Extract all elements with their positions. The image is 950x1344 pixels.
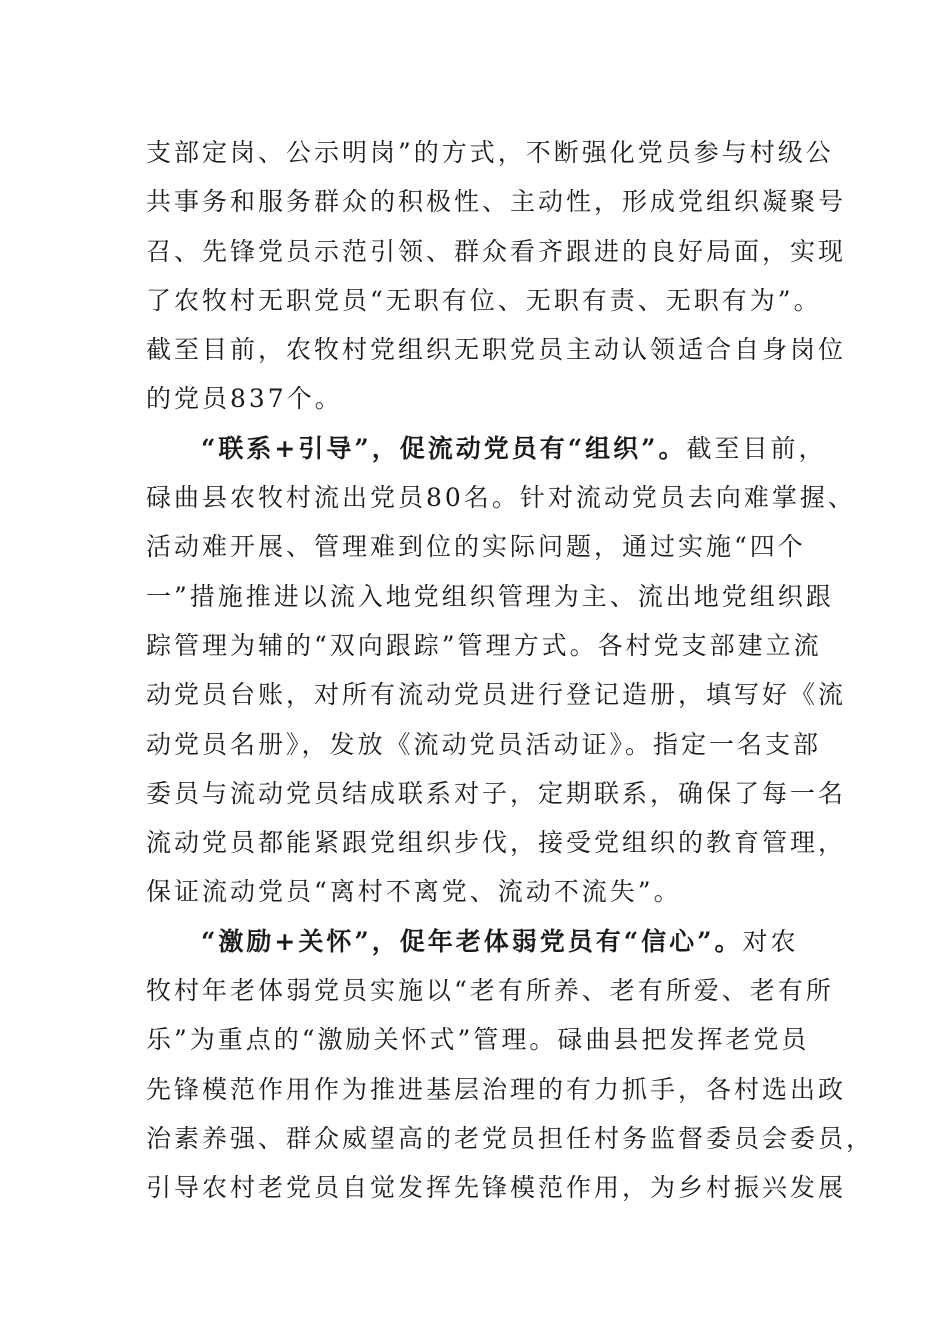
text-line: 共事务和服务群众的积极性、主动性，形成党组织凝聚号 [146, 187, 847, 217]
text-line: 碌曲县农牧村流出党员80名。针对流动党员去向难掌握、 [146, 483, 856, 513]
text-line: 活动难开展、管理难到位的实际问题，通过实施“四个 [146, 532, 806, 562]
text-line: 牧村年老体弱党员实施以“老有所养、老有所爱、老有所 [146, 976, 834, 1006]
section-lead-line [146, 424, 827, 473]
section-lead-line [146, 917, 806, 966]
section-heading: “联系+引导”，促流动党员有“组织”。 [201, 433, 687, 463]
text-line: 了农牧村无职党员“无职有位、无职有责、无职有为”。 [146, 285, 822, 315]
text-line: 流动党员都能紧跟党组织步伐，接受党组织的教育管理， [146, 828, 847, 858]
text-line: 动党员名册》，发放《流动党员活动证》。指定一名支部 [146, 729, 822, 759]
section-lead-tail: 截至目前， [686, 433, 827, 463]
text-line: 动党员台账，对所有流动党员进行登记造册，填写好《流 [146, 680, 847, 710]
text-line: 引导农村老党员自觉发挥先锋模范作用，为乡村振兴发展 [146, 1173, 847, 1203]
text-line: 截至目前，农牧村党组织无职党员主动认领适合自身岗位 [146, 335, 847, 365]
document-body [146, 128, 875, 1213]
text-line: 委员与流动党员结成联系对子，定期联系，确保了每一名 [146, 778, 847, 808]
text-line: 先锋模范作用作为推进基层治理的有力抓手，各村选出政 [146, 1074, 847, 1104]
section-lead-tail: 对农 [742, 926, 799, 956]
text-line: 支部定岗、公示明岗”的方式，不断强化党员参与村级公 [146, 138, 834, 167]
text-line: 乐”为重点的“激励关怀式”管理。碌曲县把发挥老党员 [146, 1025, 810, 1055]
text-line: 的党员837个。 [146, 384, 343, 414]
section-heading: “激励+关怀”，促年老体弱党员有“信心”。 [201, 926, 743, 956]
text-line: 踪管理为辅的“双向跟踪”管理方式。各村党支部建立流 [146, 630, 822, 660]
text-line: 一”措施推进以流入地党组织管理为主、流出地党组织跟 [146, 581, 834, 611]
text-line: 治素养强、群众威望高的老党员担任村务监督委员会委员， [146, 1123, 875, 1153]
text-line: 保证流动党员“离村不离党、流动不流失”。 [146, 877, 682, 907]
text-line: 召、先锋党员示范引领、群众看齐跟进的良好局面，实现 [146, 236, 847, 266]
